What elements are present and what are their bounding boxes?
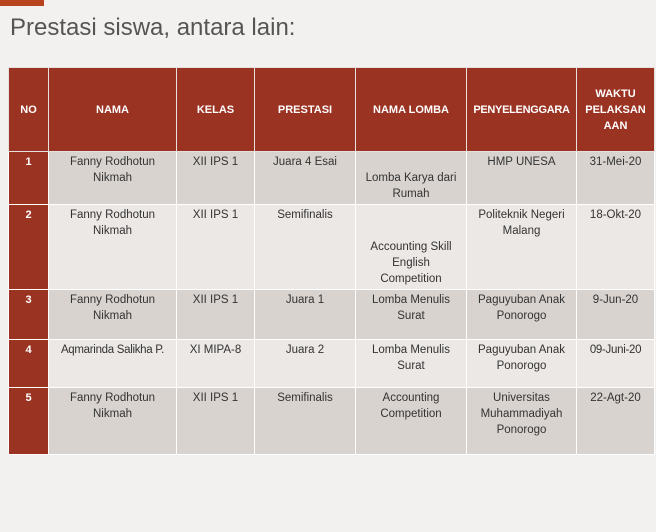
row-kelas: XII IPS 1 (177, 290, 255, 340)
row-nama-lomba: Lomba Menulis Surat (356, 340, 467, 388)
header-waktu: WAKTU PELAKSAN AAN (577, 68, 655, 152)
page-heading: Prestasi siswa, antara lain: (10, 14, 296, 41)
header-no: NO (9, 68, 49, 152)
corner-accent (0, 0, 44, 6)
row-nama-lomba: Accounting Skill English Competition (356, 205, 467, 290)
row-penyelenggara: HMP UNESA (467, 152, 577, 205)
row-penyelenggara: Universitas Muhammadiyah Ponorogo (467, 388, 577, 455)
row-nama-lomba: Lomba Menulis Surat (356, 290, 467, 340)
table-row (9, 340, 655, 388)
row-nama: Fanny Rodhotun Nikmah (49, 290, 177, 340)
row-penyelenggara: Paguyuban Anak Ponorogo (467, 340, 577, 388)
row-no: 2 (9, 205, 49, 290)
row-kelas: XI MIPA-8 (177, 340, 255, 388)
row-waktu: 09-Juni-20 (577, 340, 655, 388)
row-kelas: XII IPS 1 (177, 152, 255, 205)
header-penyelenggara: PENYELENGGARA (467, 68, 577, 152)
row-penyelenggara: Politeknik Negeri Malang (467, 205, 577, 290)
row-nama-lomba: Accounting Competition (356, 388, 467, 455)
row-prestasi: Semifinalis (255, 388, 356, 455)
header-nama-lomba: NAMA LOMBA (356, 68, 467, 152)
row-nama-lomba: Lomba Karya dari Rumah (356, 152, 467, 205)
row-prestasi: Semifinalis (255, 205, 356, 290)
row-no: 1 (9, 152, 49, 205)
row-waktu: 31-Mei-20 (577, 152, 655, 205)
row-no: 3 (9, 290, 49, 340)
row-nama: Fanny Rodhotun Nikmah (49, 152, 177, 205)
row-no: 5 (9, 388, 49, 455)
row-prestasi: Juara 1 (255, 290, 356, 340)
row-waktu: 18-Okt-20 (577, 205, 655, 290)
table-row (9, 290, 655, 340)
achievements-table (8, 67, 655, 455)
row-nama: Fanny Rodhotun Nikmah (49, 205, 177, 290)
row-nama: Fanny Rodhotun Nikmah (49, 388, 177, 455)
row-kelas: XII IPS 1 (177, 388, 255, 455)
table-row (9, 205, 655, 290)
row-prestasi: Juara 2 (255, 340, 356, 388)
row-no: 4 (9, 340, 49, 388)
header-prestasi: PRESTASI (255, 68, 356, 152)
header-kelas: KELAS (177, 68, 255, 152)
row-nama: Aqmarinda Salikha P. (49, 340, 177, 388)
row-prestasi: Juara 4 Esai (255, 152, 356, 205)
row-penyelenggara: Paguyuban Anak Ponorogo (467, 290, 577, 340)
row-kelas: XII IPS 1 (177, 205, 255, 290)
header-nama: NAMA (49, 68, 177, 152)
table-row (9, 388, 655, 455)
table-header-row (9, 68, 655, 152)
table-row (9, 152, 655, 205)
row-waktu: 22-Agt-20 (577, 388, 655, 455)
row-waktu: 9-Jun-20 (577, 290, 655, 340)
